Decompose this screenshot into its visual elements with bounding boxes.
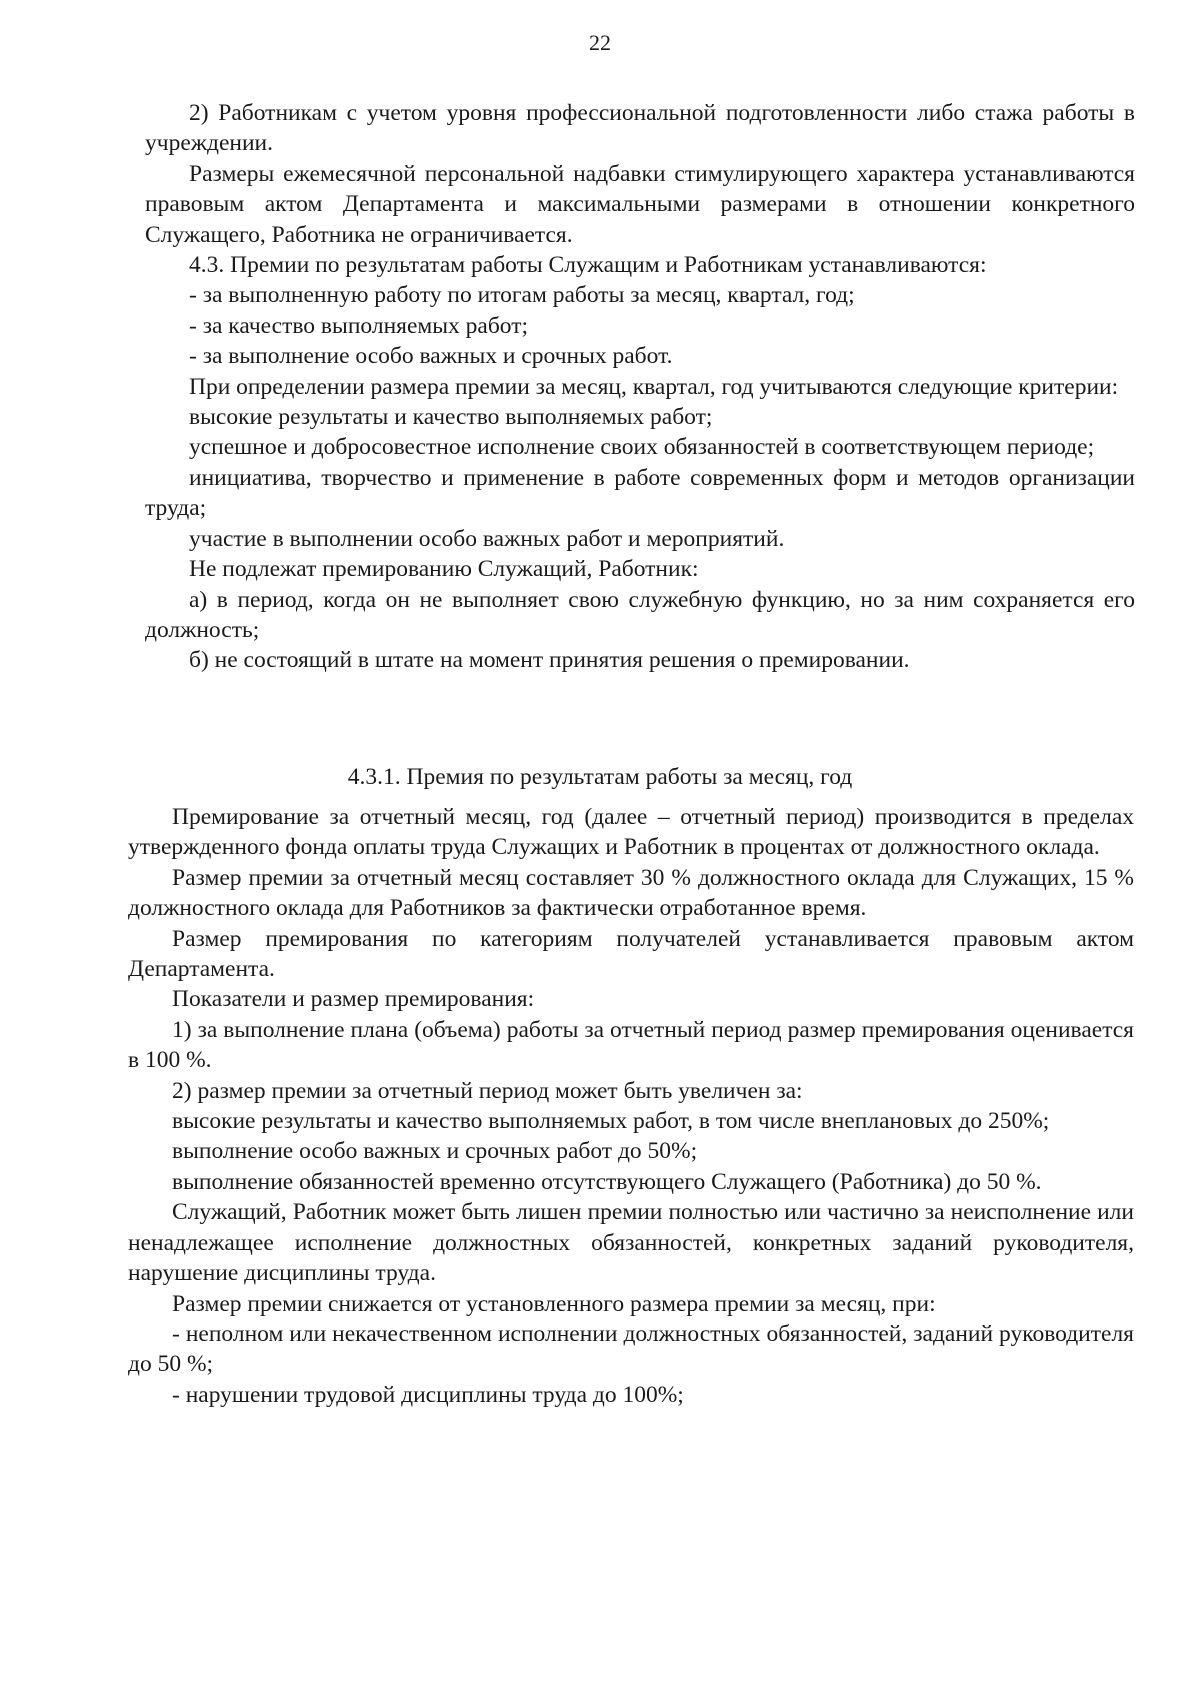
list-item: - неполном или некачественном исполнении должностных обязанностей, заданий руководителя до 50 %; — [128, 1320, 1134, 1378]
paragraph: Размеры ежемесячной персональной надбавки стимулирующего характера устанавливаются правовым актом Департамента и максимальными размерами в отношении конкретного Служащего, Работника не ограничивается. — [145, 160, 1135, 248]
list-item: а) в период, когда он не выполняет свою служебную функцию, но за ним сохраняется его должность; — [145, 586, 1135, 643]
list-item: - за выполнение особо важных и срочных работ. — [189, 343, 673, 370]
page-number: 22 — [589, 30, 611, 55]
section-heading: 4.3.1. Премия по результатам работы за месяц, год — [347, 764, 853, 790]
paragraph: Размер премии за отчетный месяц составляет 30 % должностного оклада для Служащих, 15 % должностного оклада для Работников за фактически отработанное время. — [128, 864, 1134, 922]
paragraph: При определении размера премии за месяц, квартал, год учитываются следующие критерии: — [189, 373, 1119, 400]
paragraph: 4.3. Премии по результатам работы Служащим и Работникам устанавливаются: — [189, 252, 987, 279]
list-item: 2) размер премии за отчетный период может быть увеличен за: — [172, 1077, 803, 1104]
list-item: высокие результаты и качество выполняемых работ; — [189, 404, 713, 431]
list-item: б) не состоящий в штате на момент принятия решения о премировании. — [189, 647, 910, 674]
list-item: - нарушении трудовой дисциплины труда до 100%; — [172, 1381, 684, 1408]
list-item: участие в выполнении особо важных работ и мероприятий. — [189, 525, 785, 552]
body-text-lower — [128, 802, 1134, 1410]
paragraph: Премирование за отчетный месяц, год (далее – отчетный период) производится в пределах утвержденного фонда оплаты труда Служащих и Работник в процентах от должностного оклада. — [128, 804, 1134, 861]
list-item: 1) за выполнение плана (объема) работы за отчетный период размер премирования оценивается в 100 %. — [128, 1016, 1134, 1074]
body-text-upper — [145, 98, 1135, 676]
paragraph: Показатели и размер премирования: — [172, 986, 535, 1013]
list-item: высокие результаты и качество выполняемых работ, в том числе внеплановых до 250%; — [172, 1108, 1050, 1135]
paragraph: Размер премирования по категориям получателей устанавливается правовым актом Департамента. — [128, 925, 1134, 983]
paragraph: Размер премии снижается от установленного размера премии за месяц, при: — [172, 1290, 936, 1317]
paragraph: Служащий, Работник может быть лишен премии полностью или частично за неисполнение или ненадлежащее исполнение должностных обязанностей, конкретных заданий руководителя, нарушение дисциплины труда. — [128, 1199, 1134, 1287]
list-item: - за выполненную работу по итогам работы за месяц, квартал, год; — [189, 282, 855, 309]
list-item: успешное и добросовестное исполнение своих обязанностей в соответствующем периоде; — [189, 434, 1095, 461]
paragraph: 2) Работникам с учетом уровня профессиональной подготовленности либо стажа работы в учреждении. — [145, 100, 1135, 157]
list-item: инициатива, творчество и применение в работе современных форм и методов организации труда; — [145, 464, 1135, 522]
list-item: - за качество выполняемых работ; — [189, 312, 529, 339]
list-item: выполнение особо важных и срочных работ до 50%; — [172, 1138, 698, 1165]
list-item: выполнение обязанностей временно отсутствующего Служащего (Работника) до 50 %. — [172, 1168, 1042, 1195]
paragraph: Не подлежат премированию Служащий, Работник: — [189, 556, 699, 583]
